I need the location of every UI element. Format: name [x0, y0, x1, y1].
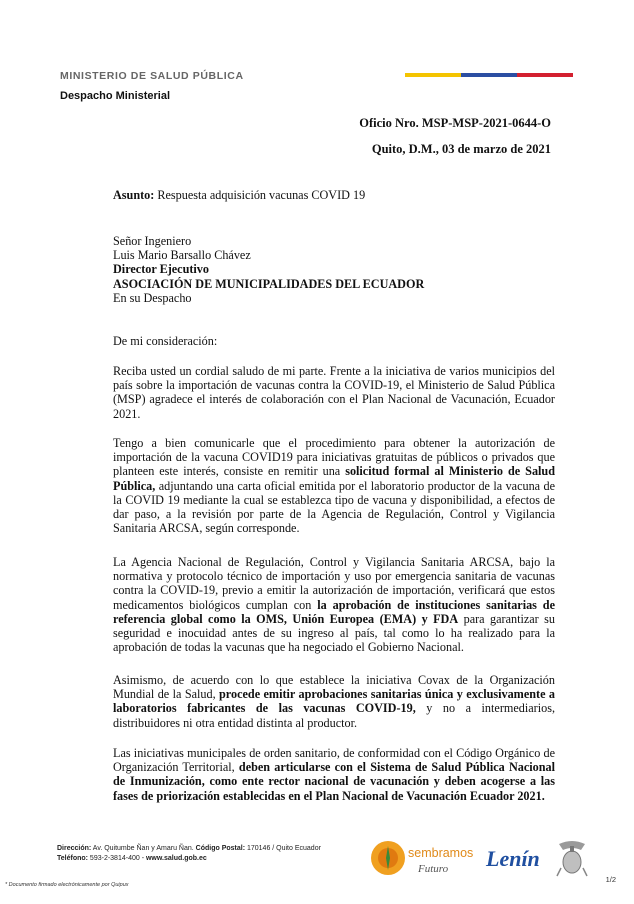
logo1-top-text: sembramos: [408, 846, 474, 860]
recipient-name: Luis Mario Barsallo Chávez: [113, 248, 251, 263]
p3-text-c: para garantizar su seguridad e inocuidad antes de su ingreso al país, tal como lo ha realizado para la aprobación de todas la vacunas que ha negociado el Gobierno Nacional.: [113, 611, 555, 655]
paragraph-4: [113, 673, 555, 730]
address-text: Av. Quitumbe Ñan y Amaru Ñan.: [91, 845, 196, 852]
letter-date: Quito, D.M., 03 de marzo de 2021: [371, 142, 551, 156]
recipient-despacho: En su Despacho: [113, 290, 192, 305]
phone-label: Teléfono:: [57, 855, 88, 862]
footer-phone: [57, 855, 207, 862]
office-name: Despacho Ministerial: [60, 90, 171, 102]
p5-bold: deben articularse con el Sistema de Salud Pública Nacional de Inmunización, como ente rector nacional de vacunación y deben acogerse a las fases de priorización establecidas en el Plan Nacional de Vacunación Ecuador 2021.: [113, 760, 555, 803]
footer-address: [57, 845, 321, 852]
recipient-block: [113, 234, 555, 305]
logo2-text: Lenín: [486, 846, 540, 871]
address-label: Dirección:: [57, 845, 92, 852]
recipient-org: ASOCIACIÓN DE MUNICIPALIDADES DEL ECUADOR: [113, 276, 425, 291]
oficio-number: Oficio Nro. MSP-MSP-2021-0644-O: [359, 116, 551, 130]
recipient-role: Director Ejecutivo: [113, 262, 209, 277]
p4-bold: procede emitir aprobaciones sanitarias única y exclusivamente a laboratorios fabricantes de las vacunas COVID-19,: [113, 687, 555, 716]
electronic-signature-note: * Documento firmado electrónicamente por Quipux: [5, 882, 129, 888]
lenin-logo: [484, 840, 550, 876]
coat-of-arms-icon: [555, 838, 589, 878]
ministry-name: MINISTERIO DE SALUD PÚBLICA: [60, 70, 244, 82]
paragraph-1: Reciba usted un cordial saludo de mi parte. Frente a la iniciativa de varios municipios del país sobre la importación de vacunas contra la COVID-19, el Ministerio de Salud Pública (MSP) agradece el interés de colaboración con el Plan Nacional de Vacunación, Ecuador 2021.: [113, 364, 555, 421]
p3-bold: la aprobación de instituciones sanitarias de referencia global como la OMS, Unión Europea (EMA) y FDA: [113, 597, 555, 626]
logo1-bottom-text: Futuro: [418, 863, 449, 875]
p5-text-a: Las iniciativas municipales de orden sanitario, de conformidad con el Código Orgánico de Organización Territorial,: [113, 746, 555, 775]
page-number: 1/2: [605, 875, 616, 884]
greeting: De mi consideración:: [113, 334, 218, 348]
sembramos-futuro-logo: [368, 838, 476, 878]
flag-stripe: [405, 73, 573, 77]
p2-text-a: Tengo a bien comunicarle que el procedimiento para obtener la autorización de importación de la vacuna COVID19 para iniciativas gratuitas de públicos o privados que planteen este interés, consiste en remitir una: [113, 436, 555, 479]
subject-line: [113, 188, 555, 202]
phone-text: 593-2-3814-400 -: [87, 855, 146, 862]
website-link[interactable]: www.salud.gob.ec: [145, 855, 207, 862]
flag-blue: [461, 73, 517, 77]
p3-text-a: La Agencia Nacional de Regulación, Control y Vigilancia Sanitaria ARCSA, bajo la normativa y protocolo técnico de importación y uso por emergencia sanitaria de vacunas contra la COVID-19, previo a emitir la autorización de importación, verificará que estos medicamentos biológicos cumplan con: [113, 555, 555, 612]
subject-text: Respuesta adquisición vacunas COVID 19: [154, 188, 366, 202]
p4-text-c: y no a intermediarios, distribuidores ni otra entidad distinta al productor.: [113, 701, 555, 730]
postal-text: 170146 / Quito Ecuador: [245, 845, 321, 852]
flag-red: [517, 73, 573, 77]
paragraph-3: [113, 555, 555, 654]
postal-label: Código Postal:: [195, 845, 246, 852]
flag-yellow: [405, 73, 461, 77]
p2-bold: solicitud formal al Ministerio de Salud Pública,: [113, 464, 555, 493]
p4-text-a: Asimismo, de acuerdo con lo que establece la iniciativa Covax de la Organización Mundial de la Salud,: [113, 673, 555, 702]
paragraph-5: [113, 746, 555, 803]
recipient-title: Señor Ingeniero: [113, 234, 192, 248]
p2-text-c: adjuntando una carta oficial emitida por el laboratorio productor de la vacuna de la COVID 19 mediante la cual se establezca tipo de vacuna y disponibilidad, a efectos de dar paso, a la revisión por parte de la Agencia de Regulación, Control y Vigilancia Sanitaria ARCSA, según corresponde.: [113, 478, 555, 536]
subject-label: Asunto:: [113, 188, 155, 202]
paragraph-2: [113, 436, 555, 535]
